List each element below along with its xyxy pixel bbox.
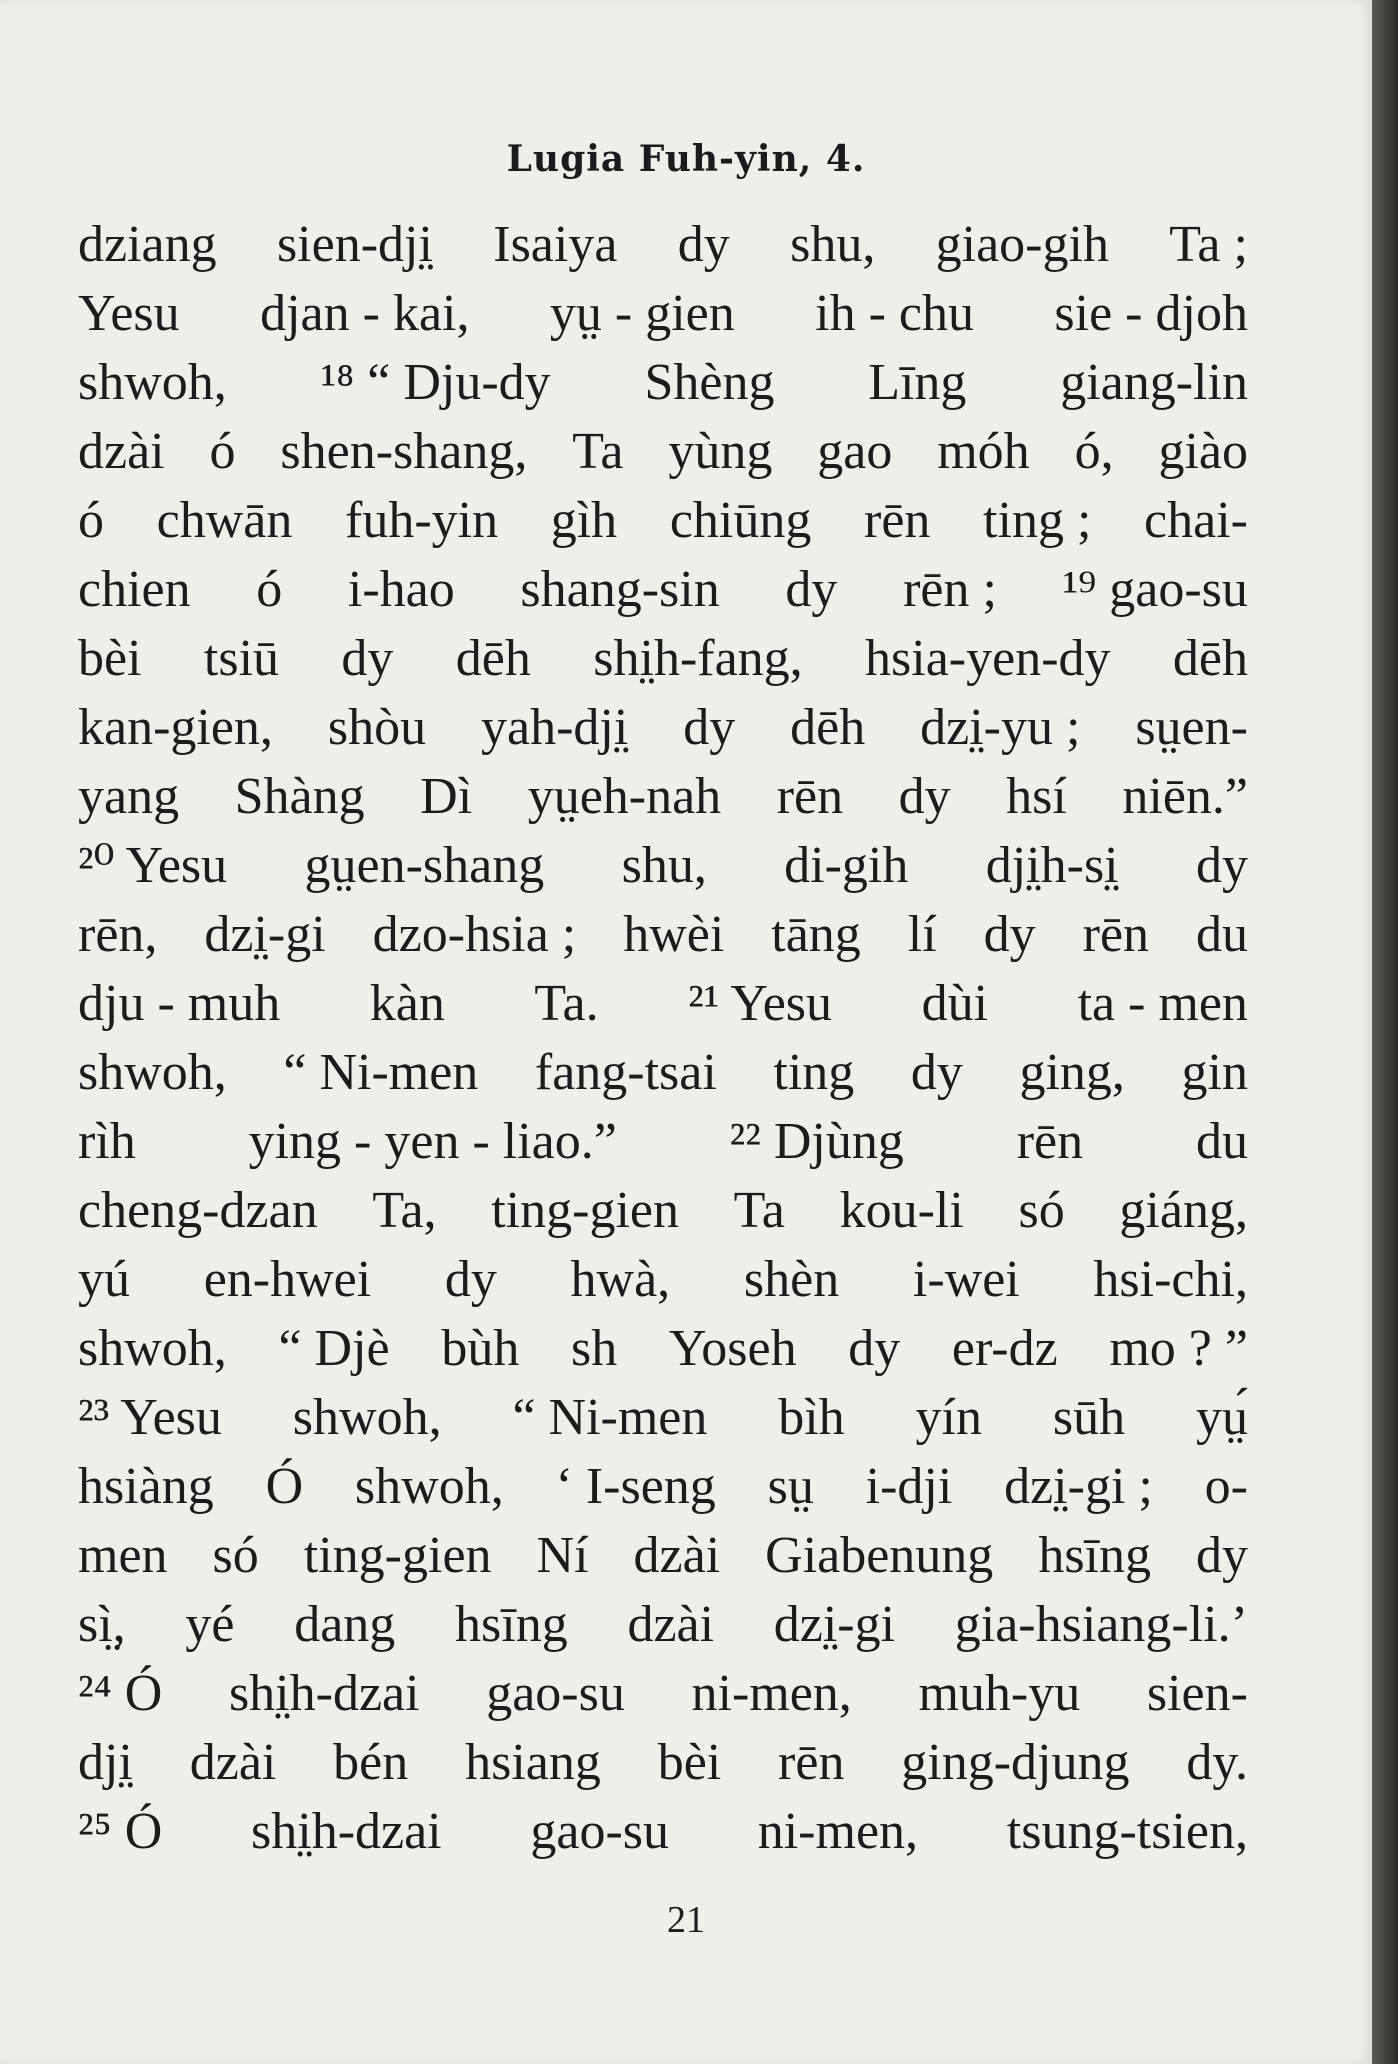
word: Ta <box>733 1182 785 1239</box>
word: Shàng <box>234 768 365 825</box>
word: du <box>1195 1113 1248 1170</box>
word: yé <box>185 1596 235 1653</box>
word: bèi <box>78 630 142 687</box>
word: Līng <box>868 354 967 411</box>
word: rēn ; <box>903 561 997 618</box>
word: gṳen-shang <box>304 837 545 894</box>
text-line <box>78 417 1248 486</box>
word: Yoseh <box>668 1320 797 1377</box>
word: giang-lin <box>1060 354 1248 411</box>
word: chai- <box>1144 492 1248 549</box>
word: djan - kai, <box>260 285 470 342</box>
word: sṳ <box>767 1458 814 1515</box>
word: gin <box>1181 1044 1248 1101</box>
word: dju - muh <box>78 975 281 1032</box>
word: ni-men, <box>691 1665 852 1722</box>
word: dzo-hsia ; <box>372 906 577 963</box>
word: tāng <box>771 906 861 963</box>
word: hsia-yen-dy <box>865 630 1111 687</box>
word: yah-dji̤ <box>481 699 629 756</box>
word: shwoh, <box>354 1458 504 1515</box>
word: hsiàng <box>78 1458 214 1515</box>
word: sṳen- <box>1135 699 1248 756</box>
word: shi̤h-dzai <box>228 1665 420 1722</box>
word: fuh-yin <box>345 492 499 549</box>
text-line <box>78 486 1248 555</box>
word: chwān <box>156 492 293 549</box>
word: du <box>1196 906 1248 963</box>
word: móh <box>937 423 1030 480</box>
word: niēn.” <box>1122 768 1248 825</box>
word: ²¹ Yesu <box>688 975 833 1032</box>
word: ting-gien <box>303 1527 492 1584</box>
word: ²⁴ Ó <box>78 1665 163 1722</box>
word: gia-hsiang-li.’ <box>954 1596 1248 1653</box>
word: cheng-dzan <box>78 1182 318 1239</box>
word: dzi̤-gi ; <box>1004 1458 1153 1515</box>
word: di-gih <box>784 837 909 894</box>
word: Ta ; <box>1169 216 1248 273</box>
word: “ Ni-men <box>512 1389 708 1446</box>
word: dy <box>341 630 394 687</box>
word: tsung-tsien, <box>1006 1803 1248 1860</box>
text-line <box>78 969 1248 1038</box>
word: dzài <box>78 423 165 480</box>
text-line <box>78 1590 1248 1659</box>
word: ging-djung <box>901 1734 1130 1791</box>
word: dy <box>898 768 951 825</box>
word: er-dz <box>951 1320 1058 1377</box>
text-line <box>78 1245 1248 1314</box>
word: só <box>1018 1182 1065 1239</box>
word: shi̤h-fang, <box>593 630 803 687</box>
word: ó <box>256 561 283 618</box>
page-number: 21 <box>667 1899 705 1941</box>
word: ¹⁹ gao-su <box>1062 561 1248 618</box>
word: hwà, <box>570 1251 671 1308</box>
word: “ Djè <box>278 1320 390 1377</box>
word: dzài <box>633 1527 721 1584</box>
word: dùi <box>921 975 989 1032</box>
word: Ní <box>536 1527 589 1584</box>
word: tsiū <box>203 630 280 687</box>
text-line <box>78 210 1248 279</box>
word: giao-gih <box>935 216 1109 273</box>
word: rēn <box>1016 1113 1084 1170</box>
text-line <box>78 279 1248 348</box>
word: só <box>212 1527 259 1584</box>
text-line <box>78 1521 1248 1590</box>
word: shwoh, <box>78 1320 227 1377</box>
word: rēn, <box>78 906 158 963</box>
word: kou-li <box>839 1182 964 1239</box>
text-line <box>78 624 1248 693</box>
word: ging, <box>1019 1044 1125 1101</box>
text-line <box>78 900 1248 969</box>
word: shi̤h-dzai <box>251 1803 442 1860</box>
word: Ta. <box>534 975 599 1032</box>
word: ²³ Yesu <box>78 1389 222 1446</box>
word: dy <box>1195 837 1248 894</box>
word: shen-shang, <box>280 423 528 480</box>
text-line <box>78 1038 1248 1107</box>
word: gao-su <box>486 1665 625 1722</box>
word: bèi <box>657 1734 722 1791</box>
word: dēh <box>790 699 866 756</box>
word: sūh <box>1052 1389 1126 1446</box>
word: Ó <box>265 1458 304 1515</box>
word: hsīng <box>1038 1527 1151 1584</box>
word: giáng, <box>1119 1182 1248 1239</box>
word: sì̤, <box>78 1596 126 1653</box>
word: yṳ - gien <box>549 285 735 342</box>
word: fang-tsai <box>534 1044 717 1101</box>
word: dy <box>1196 1527 1248 1584</box>
word: sien- <box>1146 1665 1248 1722</box>
word: hsí <box>1006 768 1067 825</box>
word: yṳeh-nah <box>527 768 722 825</box>
word: dzài <box>627 1596 715 1653</box>
word: dy <box>910 1044 963 1101</box>
word: Ta <box>572 423 624 480</box>
word: Isaiya <box>493 216 618 273</box>
word: gìh <box>550 492 618 549</box>
word: gao <box>817 423 893 480</box>
word: hwèi <box>623 906 725 963</box>
word: Shèng <box>644 354 775 411</box>
word: ying - yen - liao.” <box>248 1113 617 1170</box>
word: ²⁵ Ó <box>78 1803 163 1860</box>
word: i-hao <box>347 561 455 618</box>
word: dy <box>785 561 838 618</box>
word: Dì <box>420 768 473 825</box>
word: ó, <box>1074 423 1114 480</box>
word: “ Ni-men <box>283 1044 479 1101</box>
word: mo ? ” <box>1109 1320 1248 1377</box>
word: gao-su <box>530 1803 669 1860</box>
word: dzài <box>189 1734 277 1791</box>
word: chien <box>78 561 191 618</box>
word: rìh <box>78 1113 136 1170</box>
text-line <box>78 831 1248 900</box>
word: muh-yu <box>918 1665 1081 1722</box>
word: shòu <box>327 699 427 756</box>
word: yú <box>78 1251 130 1308</box>
word: shwoh, <box>78 1044 227 1101</box>
word: dy <box>983 906 1036 963</box>
word: men <box>78 1527 168 1584</box>
word: rēn <box>776 768 844 825</box>
text-line <box>78 1797 1248 1866</box>
word: ting ; <box>983 492 1092 549</box>
word: dzi̤-yu ; <box>920 699 1081 756</box>
word: kan-gien, <box>78 699 273 756</box>
word: bùh <box>441 1320 520 1377</box>
text-line <box>78 1383 1248 1452</box>
word: ting <box>773 1044 855 1101</box>
word: i-wei <box>912 1251 1020 1308</box>
text-line <box>78 1452 1248 1521</box>
word: ting-gien <box>491 1182 679 1239</box>
word: yṳ́ <box>1195 1389 1248 1446</box>
running-head: Lugia Fuh-yin, 4. <box>506 138 866 180</box>
word: o- <box>1204 1458 1248 1515</box>
word: ni-men, <box>757 1803 919 1860</box>
word: hsiang <box>465 1734 601 1791</box>
text-line <box>78 1728 1248 1797</box>
word: shu, <box>790 216 876 273</box>
word: shèn <box>743 1251 840 1308</box>
word: dy <box>848 1320 901 1377</box>
word: kàn <box>369 975 445 1032</box>
word: dēh <box>455 630 531 687</box>
text-line <box>78 1659 1248 1728</box>
word: dji̤h-si̤ <box>985 837 1119 894</box>
text-line <box>78 1107 1248 1176</box>
text-line <box>78 1314 1248 1383</box>
word: ¹⁸ “ Dju-dy <box>320 354 551 411</box>
word: ó <box>209 423 236 480</box>
word: rēn <box>778 1734 845 1791</box>
word: hsi-chi, <box>1093 1251 1248 1308</box>
word: dy <box>444 1251 497 1308</box>
text-line <box>78 555 1248 624</box>
word: dji̤ <box>78 1734 133 1791</box>
word: dy <box>683 699 736 756</box>
word: shu, <box>621 837 707 894</box>
word: en-hwei <box>203 1251 372 1308</box>
word: dy. <box>1186 1734 1248 1791</box>
word: bén <box>333 1734 409 1791</box>
text-line <box>78 762 1248 831</box>
word: shwoh, <box>78 354 227 411</box>
word: ta - men <box>1077 975 1248 1032</box>
word: hsīng <box>455 1596 568 1653</box>
word: yang <box>78 768 180 825</box>
word: dēh <box>1172 630 1248 687</box>
word: i-dji <box>865 1458 953 1515</box>
word: dang <box>294 1596 396 1653</box>
word: dy <box>677 216 730 273</box>
body-text <box>78 210 1248 1866</box>
scan-edge <box>1372 0 1398 2064</box>
word: rēn <box>864 492 931 549</box>
word: yín <box>915 1389 982 1446</box>
word: Yesu <box>78 285 180 342</box>
word: sh <box>570 1320 618 1377</box>
word: ²⁰ Yesu <box>78 837 228 894</box>
word: shwoh, <box>292 1389 442 1446</box>
word: shang-sin <box>520 561 720 618</box>
word: ²² Djùng <box>729 1113 904 1170</box>
word: yùng <box>668 423 773 480</box>
word: dziang <box>78 216 217 273</box>
word: Ta, <box>372 1182 437 1239</box>
word: chiūng <box>669 492 812 549</box>
word: lí <box>907 906 937 963</box>
word: ih - chu <box>815 285 974 342</box>
text-line <box>78 693 1248 762</box>
word: sien-dji̤ <box>276 216 433 273</box>
text-line <box>78 348 1248 417</box>
word: rēn <box>1082 906 1150 963</box>
word: bìh <box>778 1389 845 1446</box>
word: giào <box>1158 423 1248 480</box>
word: Giabenung <box>765 1527 994 1584</box>
text-line <box>78 1176 1248 1245</box>
word: dzi̤-gi <box>773 1596 896 1653</box>
word: ‘ I-seng <box>555 1458 716 1515</box>
word: ó <box>78 492 104 549</box>
word: sie - djoh <box>1054 285 1248 342</box>
word: dzi̤-gi <box>204 906 326 963</box>
